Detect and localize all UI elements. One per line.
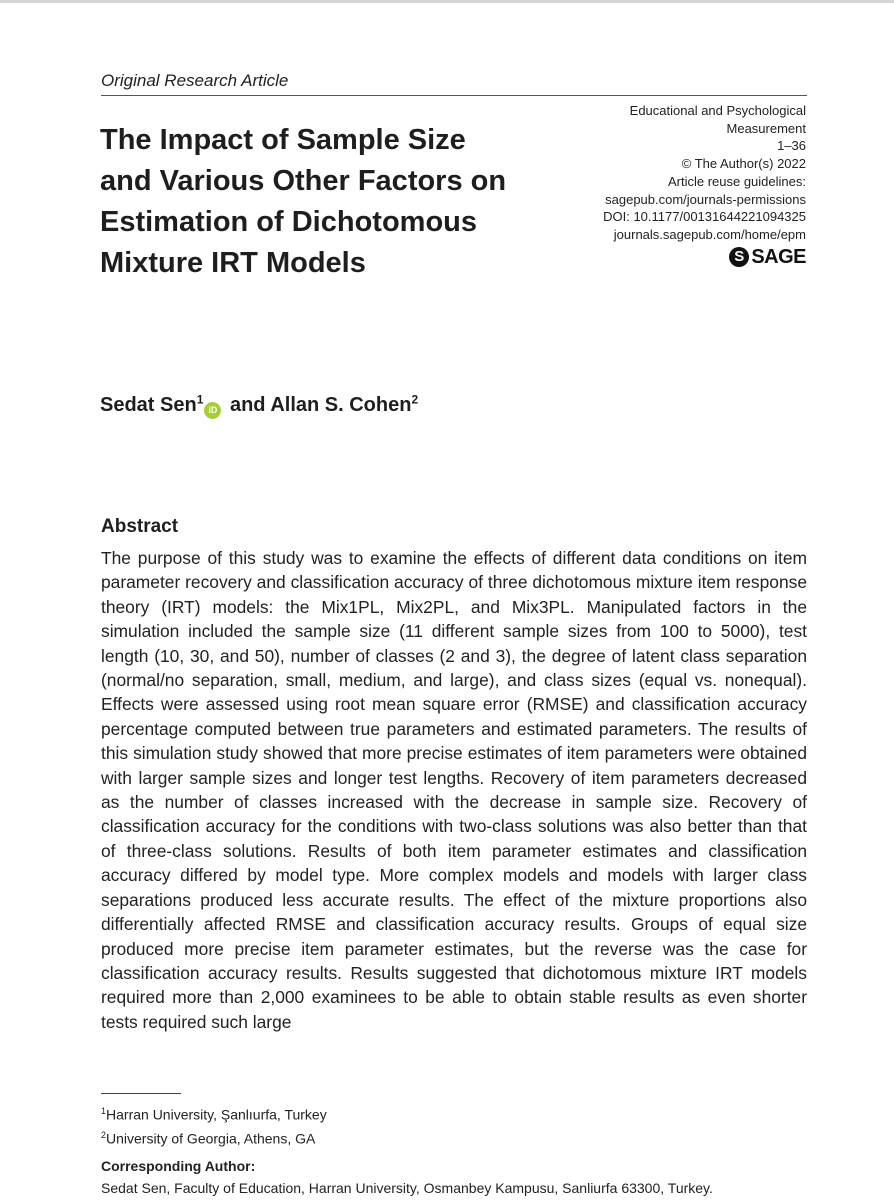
author-line	[100, 394, 418, 419]
affiliation-footnotes	[101, 1101, 327, 1148]
author-name-2: Allan S. Cohen	[270, 394, 412, 416]
footnote-text-1: Harran University, Şanlıurfa, Turkey	[106, 1106, 327, 1123]
sage-s-icon: S	[729, 247, 749, 267]
abstract-body: The purpose of this study was to examine the effects of different data conditions on item parameter recovery and classification accuracy of three dichotomous mixture item response theory (IRT) models: the Mix1PL, Mix2PL, and Mix3PL. Manipulated factors in the simulation included the sample size (11 different sample sizes from 100 to 5000), test length (10, 30, and 50), number of classes (2 and 3), the degree of latent class separation (normal/no separation, small, medium, and large), and class sizes (equal vs. nonequal). Effects were assessed using root mean square error (RMSE) and classification accuracy percentage computed between true parameters and estimated parameters. The results of this simulation study showed that more precise estimates of item parameters were obtained with larger sample sizes and longer test lengths. Recovery of item parameters decreased as the number of classes increased with the decrease in sample size. Recovery of classification accuracy for the conditions with two-class solutions was also better than that of three-class solutions. Results of both item parameter estimates and classification accuracy differed by model type. More complex models and models with larger class separations produced less accurate results. The effect of the mixture proportions also differentially affected RMSE and classification accuracy results. Groups of equal size produced more precise item parameter estimates, but the reverse was the case for classification accuracy results. Results suggested that dichotomous mixture IRT models required more than 2,000 examinees to be able to obtain stable results as even shorter tests required such large	[101, 548, 807, 1032]
permissions-link[interactable]: sagepub.com/journals-permissions	[605, 191, 806, 207]
footnote-divider	[101, 1093, 181, 1094]
corresponding-author-address: Sedat Sen, Faculty of Education, Harran University, Osmanbey Kampusu, Sanliurfa 63300, Turkey.	[101, 1180, 713, 1196]
author-affiliation-1: 1	[196, 392, 204, 407]
journal-name-line-1: Educational and Psychological	[629, 103, 806, 118]
article-title: The Impact of Sample Size and Various Other Factors on Estimation of Dichotomous Mixture IRT Models	[100, 124, 507, 279]
corresponding-author-label: Corresponding Author:	[101, 1158, 256, 1174]
article-type-label: Original Research Article	[101, 71, 289, 90]
author-affiliation-2: 2	[411, 392, 419, 407]
page-range: 1–36	[777, 138, 806, 154]
journal-name-line-2: Measurement	[726, 120, 806, 136]
author-name-1: Sedat Sen	[100, 394, 197, 416]
author-connector: and	[224, 394, 271, 416]
footnote-2	[101, 1125, 327, 1149]
footnote-marker-2: 2	[101, 1129, 107, 1140]
abstract-heading: Abstract	[101, 516, 179, 537]
sage-wordmark: SAGE	[751, 246, 806, 268]
footnote-marker-1: 1	[101, 1106, 107, 1116]
reuse-guidelines-label: Article reuse guidelines:	[667, 173, 806, 189]
journal-info-block	[506, 102, 806, 244]
footnote-1	[101, 1101, 327, 1125]
footnote-text-2: University of Georgia, Athens, GA	[106, 1130, 316, 1147]
header-divider	[101, 95, 807, 96]
copyright-line: © The Author(s) 2022	[681, 156, 806, 172]
journal-homepage-link[interactable]: journals.sagepub.com/home/epm	[613, 226, 806, 242]
sage-logo	[729, 246, 806, 268]
page-top-edge	[0, 0, 894, 3]
doi-link[interactable]: DOI: 10.1177/00131644221094325	[603, 209, 806, 225]
orcid-icon[interactable]: iD	[204, 402, 221, 419]
